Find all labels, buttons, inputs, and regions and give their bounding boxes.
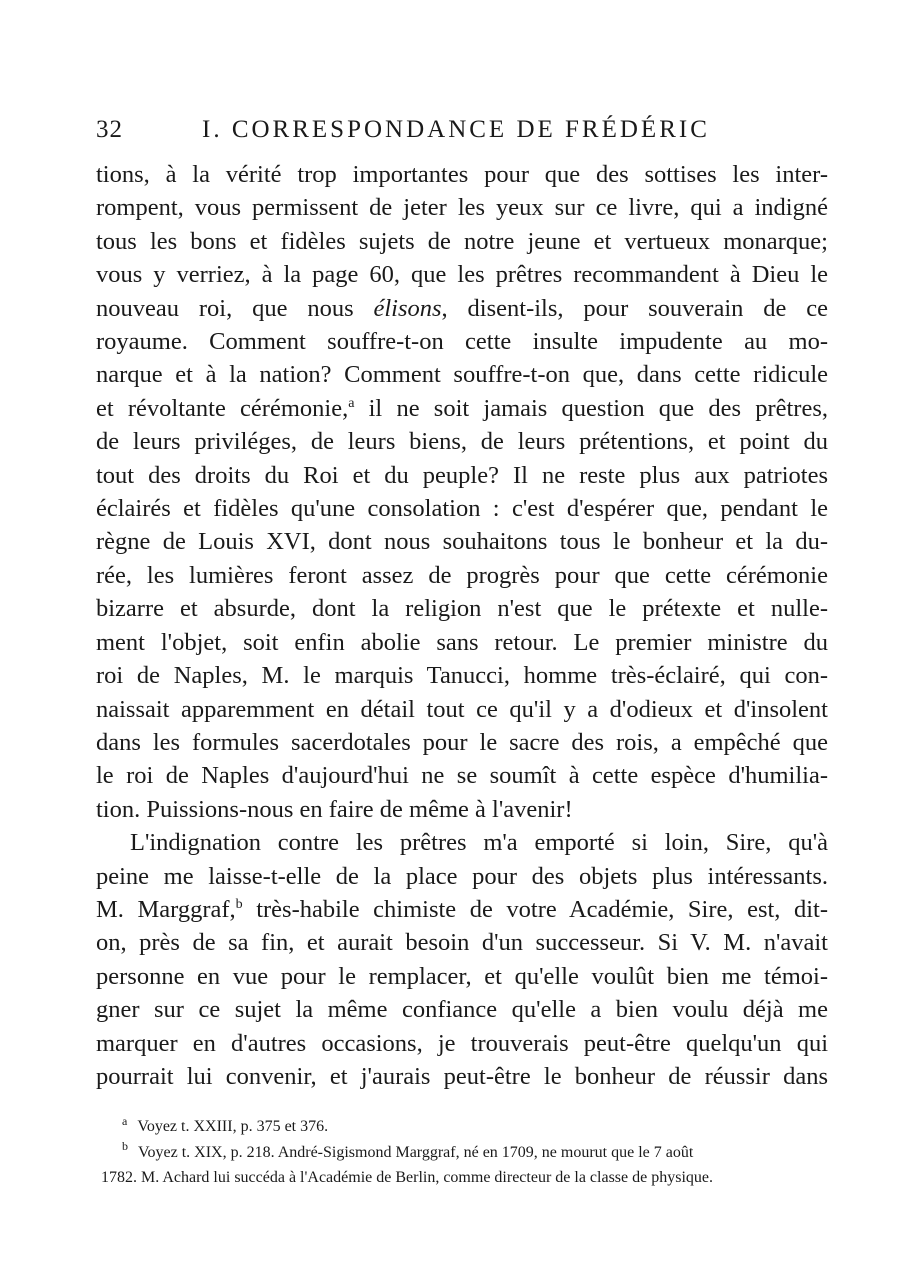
- footnote-ref-b[interactable]: b: [235, 896, 243, 912]
- text-line: royaume. Comment souffre-t-on cette insulte impudente au mo-: [96, 328, 828, 356]
- text-line: tions, à la vérité trop importantes pour que des sottises les inter-: [96, 161, 828, 188]
- text-fragment: , disent-ils, pour souverain de ce: [441, 294, 829, 322]
- text-fragment: M. Marggraf,: [96, 895, 236, 923]
- footnote-a: [122, 1114, 830, 1140]
- text-line: le roi de Naples d'aujourd'hui ne se soumît à cette espèce d'humilia-: [96, 762, 828, 790]
- text-fragment: nouveau roi, que nous: [96, 294, 374, 322]
- text-line: rée, les lumières feront assez de progrès pour que cette cérémonie: [96, 561, 828, 589]
- footnote-b-continued: 1782. M. Achard lui succéda à l'Académie de Berlin, comme directeur de la classe de physique.: [101, 1169, 713, 1186]
- footnote-b: [122, 1140, 830, 1166]
- text-line: tout des droits du Roi et du peuple? Il ne reste plus aux patriotes: [96, 461, 828, 489]
- text-line: [96, 893, 828, 926]
- text-line: tous les bons et fidèles sujets de notre jeune et vertueux monarque;: [96, 227, 828, 255]
- running-head: [96, 110, 828, 154]
- text-line: dans les formules sacerdotales pour le sacre des rois, a empêché que: [96, 728, 828, 756]
- text-line: rompent, vous permissent de jeter les yeux sur ce livre, qui a indigné: [96, 194, 828, 222]
- footnote-text: Voyez t. XIX, p. 218. André-Sigismond Marggraf, né en 1709, ne mourut que le 7 août: [138, 1143, 694, 1161]
- text-line: personne en vue pour le remplacer, et qu'elle voulût bien me témoi-: [96, 962, 828, 990]
- text-line: [96, 292, 828, 325]
- text-line: de leurs priviléges, de leurs biens, de leurs prétentions, et point du: [96, 428, 828, 456]
- footnote-ref-a[interactable]: a: [348, 395, 355, 411]
- footnotes: [101, 1113, 830, 1191]
- text-line: tion. Puissions-nous en faire de même à l'avenir!: [96, 795, 573, 823]
- text-line: naissait apparemment en détail tout ce qu'il y a d'odieux et d'insolent: [96, 695, 828, 723]
- text-line: ment l'objet, soit enfin abolie sans retour. Le premier ministre du: [96, 628, 828, 656]
- text-line: gner sur ce sujet la même confiance qu'elle a bien voulu déjà me: [96, 996, 828, 1024]
- paragraph-1: [96, 158, 828, 826]
- text-line: pourrait lui convenir, et j'aurais peut-être le bonheur de réussir dans: [96, 1062, 828, 1090]
- text-line: L'indignation contre les prêtres m'a emporté si loin, Sire, qu'à: [130, 829, 828, 857]
- body-text: [96, 158, 828, 1093]
- text-line: vous y verriez, à la page 60, que les prêtres recommandent à Dieu le: [96, 261, 828, 289]
- text-line: bizarre et absurde, dont la religion n'est que le prétexte et nulle-: [96, 595, 828, 623]
- text-line: narque et à la nation? Comment souffre-t-on que, dans cette ridicule: [96, 361, 828, 389]
- running-title: I. CORRESPONDANCE DE FRÉDÉRIC: [202, 116, 710, 143]
- page-number: 32: [96, 116, 123, 143]
- paragraph-2: [96, 826, 828, 1093]
- page: [96, 110, 828, 1093]
- footnote-text: Voyez t. XXIII, p. 375 et 376.: [137, 1118, 329, 1135]
- text-line: éclairés et fidèles qu'une consolation : c'est d'espérer que, pendant le: [96, 495, 828, 523]
- italic-word: élisons: [373, 294, 442, 322]
- text-line: marquer en d'autres occasions, je trouverais peut-être quelqu'un qui: [96, 1029, 828, 1057]
- footnote-mark-a: a: [122, 1113, 128, 1128]
- text-line: peine me laisse-t-elle de la place pour des objets plus intéressants.: [96, 862, 828, 890]
- text-fragment: et révoltante cérémonie,: [96, 394, 349, 422]
- text-line: on, près de sa fin, et aurait besoin d'un successeur. Si V. M. n'avait: [96, 929, 828, 957]
- text-line: [96, 392, 828, 425]
- text-fragment: très-habile chimiste de votre Académie, Sire, est, dit-: [242, 895, 828, 923]
- text-line: roi de Naples, M. le marquis Tanucci, homme très-éclairé, qui con-: [96, 662, 828, 690]
- footnote-mark-b: b: [122, 1139, 128, 1154]
- text-fragment: il ne soit jamais question que des prêtres,: [354, 394, 828, 422]
- text-line: règne de Louis XVI, dont nous souhaitons tous le bonheur et la du-: [96, 528, 828, 556]
